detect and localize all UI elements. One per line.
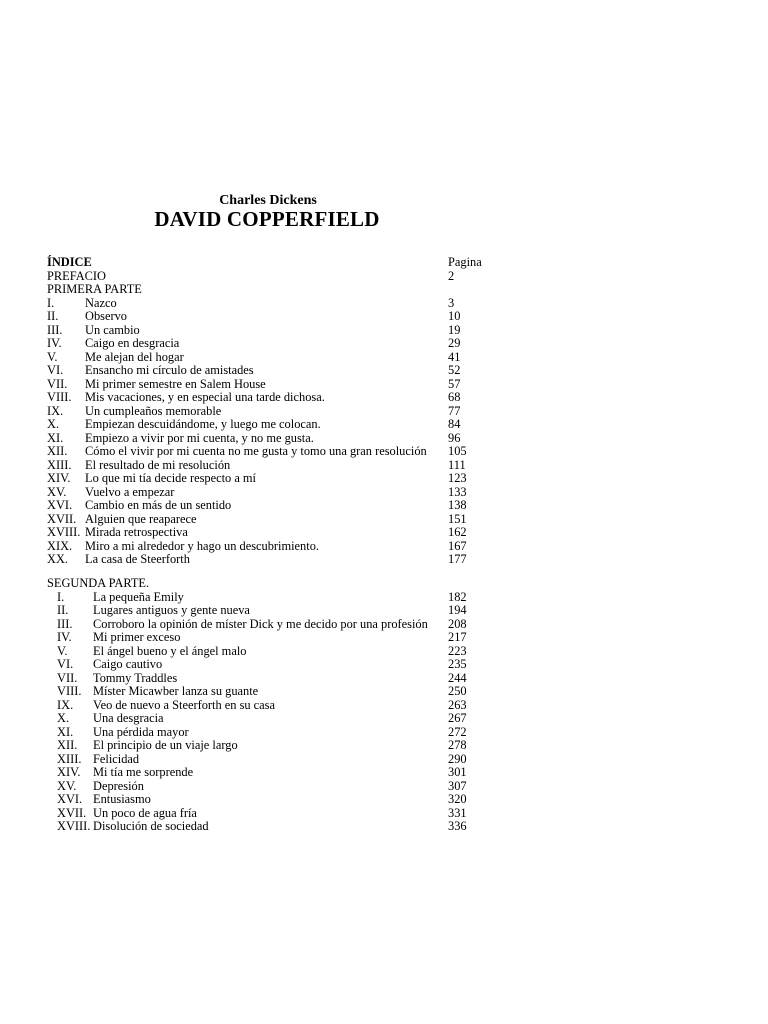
chapter-title: Depresión (93, 778, 144, 793)
chapter-row (47, 499, 728, 513)
chapter-number: XVIII. (47, 525, 81, 539)
chapter-row (47, 297, 728, 311)
chapter-title: La casa de Steerforth (85, 552, 190, 566)
chapter-title: Un poco de agua fría (93, 805, 197, 820)
chapter-row (47, 405, 728, 419)
chapter-row (47, 486, 728, 500)
chapter-number: XVI. (47, 498, 73, 512)
part2-label: SEGUNDA PARTE. (47, 576, 150, 590)
chapter-title: Nazco (85, 295, 117, 310)
chapter-page: 133 (448, 484, 467, 499)
chapter-number: V. (47, 349, 58, 364)
chapter-page: 217 (448, 630, 467, 644)
chapter-title: Un cambio (85, 322, 140, 337)
chapter-page: 235 (448, 657, 467, 671)
chapter-page: 263 (448, 697, 467, 712)
chapter-title: El principio de un viaje largo (93, 738, 238, 752)
chapter-page: 19 (448, 322, 461, 337)
chapter-page: 68 (448, 390, 461, 404)
chapter-row (47, 672, 728, 686)
chapter-number: XII. (47, 444, 68, 458)
chapter-number: XIII. (47, 457, 72, 472)
chapter-row (47, 739, 728, 753)
chapter-number: II. (57, 603, 69, 617)
chapter-title: El resultado de mi resolución (85, 457, 231, 472)
chapter-row (47, 807, 728, 821)
chapter-number: XI. (57, 724, 74, 739)
chapter-title: Observo (85, 309, 127, 323)
chapter-number: VII. (47, 376, 68, 391)
chapter-page: 167 (448, 538, 467, 553)
chapter-number: VI. (47, 363, 64, 377)
chapter-row (47, 712, 728, 726)
chapter-number: IV. (57, 630, 72, 644)
chapter-page: 151 (448, 511, 467, 526)
chapter-number: XVII. (47, 511, 77, 526)
chapter-title: El ángel bueno y el ángel malo (93, 643, 247, 658)
chapter-number: XVII. (57, 805, 87, 820)
chapter-row (47, 351, 728, 365)
chapter-row (47, 459, 728, 473)
chapter-page: 320 (448, 792, 467, 806)
chapter-number: XV. (57, 778, 77, 793)
chapter-row (47, 780, 728, 794)
chapter-title: Ensancho mi círculo de amistades (85, 363, 254, 377)
chapter-page: 307 (448, 778, 467, 793)
chapter-title: Caigo cautivo (93, 657, 163, 671)
chapter-page: 272 (448, 724, 467, 739)
chapter-title: Cómo el vivir por mi cuenta no me gusta y tomo una gran resolución (85, 444, 427, 458)
chapter-number: XIV. (57, 765, 81, 779)
chapter-page: 29 (448, 336, 461, 350)
part1-label: PRIMERA PARTE (47, 282, 142, 296)
chapter-row (47, 418, 728, 432)
chapter-page: 301 (448, 765, 467, 779)
chapter-row (47, 324, 728, 338)
preface-row (47, 270, 728, 284)
chapter-row (47, 685, 728, 699)
chapter-row (47, 540, 728, 554)
page-column-heading: Pagina (448, 255, 482, 269)
chapter-row (47, 766, 728, 780)
chapter-page: 336 (448, 819, 467, 833)
chapter-title: Mis vacaciones, y en especial una tarde dichosa. (85, 390, 325, 404)
chapter-number: XII. (57, 738, 78, 752)
chapter-page: 290 (448, 751, 467, 766)
chapter-title: Lo que mi tía decide respecto a mí (85, 471, 256, 485)
chapter-title: Míster Micawber lanza su guante (93, 684, 259, 698)
chapter-page: 162 (448, 525, 467, 539)
chapter-row (47, 378, 728, 392)
chapter-title: Mi primer semestre en Salem House (85, 376, 266, 391)
chapter-title: Alguien que reaparece (85, 511, 197, 526)
chapter-row (47, 513, 728, 527)
chapter-page: 208 (448, 616, 467, 631)
chapter-title: Empiezan descuidándome, y luego me colocan. (85, 417, 321, 431)
chapter-page: 194 (448, 603, 467, 617)
chapter-page: 111 (448, 457, 466, 472)
chapter-number: XX. (47, 552, 68, 566)
chapter-page: 10 (448, 309, 461, 323)
chapter-page: 267 (448, 711, 467, 725)
chapter-page: 77 (448, 403, 461, 418)
chapter-page: 57 (448, 376, 461, 391)
index-heading: ÍNDICE (47, 255, 92, 269)
chapter-title: Disolución de sociedad (93, 819, 209, 833)
chapter-number: VII. (57, 670, 78, 685)
preface-label: PREFACIO (47, 268, 106, 283)
chapter-number: VI. (57, 657, 74, 671)
chapter-number: III. (47, 322, 63, 337)
chapter-number: XVIII. (57, 819, 91, 833)
chapter-page: 41 (448, 349, 461, 364)
chapter-title: Caigo en desgracia (85, 336, 180, 350)
chapter-title: Corroboro la opinión de míster Dick y me decido por una profesión (93, 616, 428, 631)
chapter-title: Mi tía me sorprende (93, 765, 194, 779)
chapter-row (47, 364, 728, 378)
chapter-page: 182 (448, 589, 467, 604)
chapter-title: Felicidad (93, 751, 140, 766)
chapter-title: Cambio en más de un sentido (85, 498, 232, 512)
preface-page: 2 (448, 268, 455, 283)
chapter-number: IV. (47, 336, 62, 350)
chapter-number: VIII. (47, 390, 72, 404)
chapter-row (47, 604, 728, 618)
chapter-row (47, 618, 728, 632)
chapter-title: Veo de nuevo a Steerforth en su casa (93, 697, 276, 712)
chapter-page: 138 (448, 498, 467, 512)
chapter-row (47, 310, 728, 324)
chapter-title: La pequeña Emily (93, 589, 184, 604)
chapter-title: Un cumpleaños memorable (85, 403, 222, 418)
chapter-title: Mirada retrospectiva (85, 525, 188, 539)
book-title: DAVID COPPERFIELD (154, 207, 380, 231)
chapter-number: XVI. (57, 792, 83, 806)
chapter-page: 331 (448, 805, 467, 820)
chapter-row (47, 526, 728, 540)
chapter-number: XIX. (47, 538, 73, 553)
chapter-title: Una desgracia (93, 711, 164, 725)
chapter-row (47, 591, 728, 605)
chapter-row (47, 432, 728, 446)
chapter-page: 123 (448, 471, 467, 485)
chapter-page: 244 (448, 670, 467, 685)
chapter-row (47, 391, 728, 405)
chapter-row (47, 553, 728, 567)
chapter-title: Empiezo a vivir por mi cuenta, y no me gusta. (85, 430, 314, 445)
chapter-number: X. (47, 417, 60, 431)
chapter-title: Vuelvo a empezar (85, 484, 175, 499)
chapter-row (47, 699, 728, 713)
chapter-row (47, 631, 728, 645)
chapter-title: Miro a mi alrededor y hago un descubrimiento. (85, 538, 319, 553)
chapter-page: 223 (448, 643, 467, 658)
chapter-row (47, 445, 728, 459)
chapter-number: XIII. (57, 751, 82, 766)
chapter-number: V. (57, 643, 68, 658)
chapter-title: Me alejan del hogar (85, 349, 184, 364)
chapter-title: Lugares antiguos y gente nueva (93, 603, 250, 617)
chapter-row (47, 337, 728, 351)
chapter-number: IX. (47, 403, 64, 418)
chapter-row (47, 645, 728, 659)
chapter-page: 177 (448, 552, 467, 566)
chapter-number: XIV. (47, 471, 71, 485)
chapter-number: X. (57, 711, 70, 725)
chapter-row (47, 820, 728, 834)
chapter-row (47, 793, 728, 807)
chapter-number: III. (57, 616, 73, 631)
chapter-page: 96 (448, 430, 461, 445)
chapter-page: 52 (448, 363, 461, 377)
chapter-number: XV. (47, 484, 67, 499)
part-heading (47, 283, 728, 297)
chapter-row (47, 753, 728, 767)
chapter-number: XI. (47, 430, 64, 445)
chapter-number: VIII. (57, 684, 82, 698)
chapter-number: IX. (57, 697, 74, 712)
chapter-title: Mi primer exceso (93, 630, 181, 644)
chapter-page: 3 (448, 295, 455, 310)
chapter-number: I. (47, 295, 55, 310)
chapter-row (47, 726, 728, 740)
part-heading (47, 577, 728, 591)
index-heading-row (47, 256, 728, 270)
chapter-title: Una pérdida mayor (93, 724, 189, 739)
author-name: Charles Dickens (219, 193, 317, 208)
chapter-page: 278 (448, 738, 467, 752)
chapter-page: 84 (448, 417, 461, 431)
chapter-page: 250 (448, 684, 467, 698)
chapter-title: Entusiasmo (93, 792, 151, 806)
chapter-number: I. (57, 589, 65, 604)
chapter-title: Tommy Traddles (93, 670, 178, 685)
chapter-number: II. (47, 309, 59, 323)
chapter-row (47, 472, 728, 486)
chapter-page: 105 (448, 444, 467, 458)
chapter-row (47, 658, 728, 672)
